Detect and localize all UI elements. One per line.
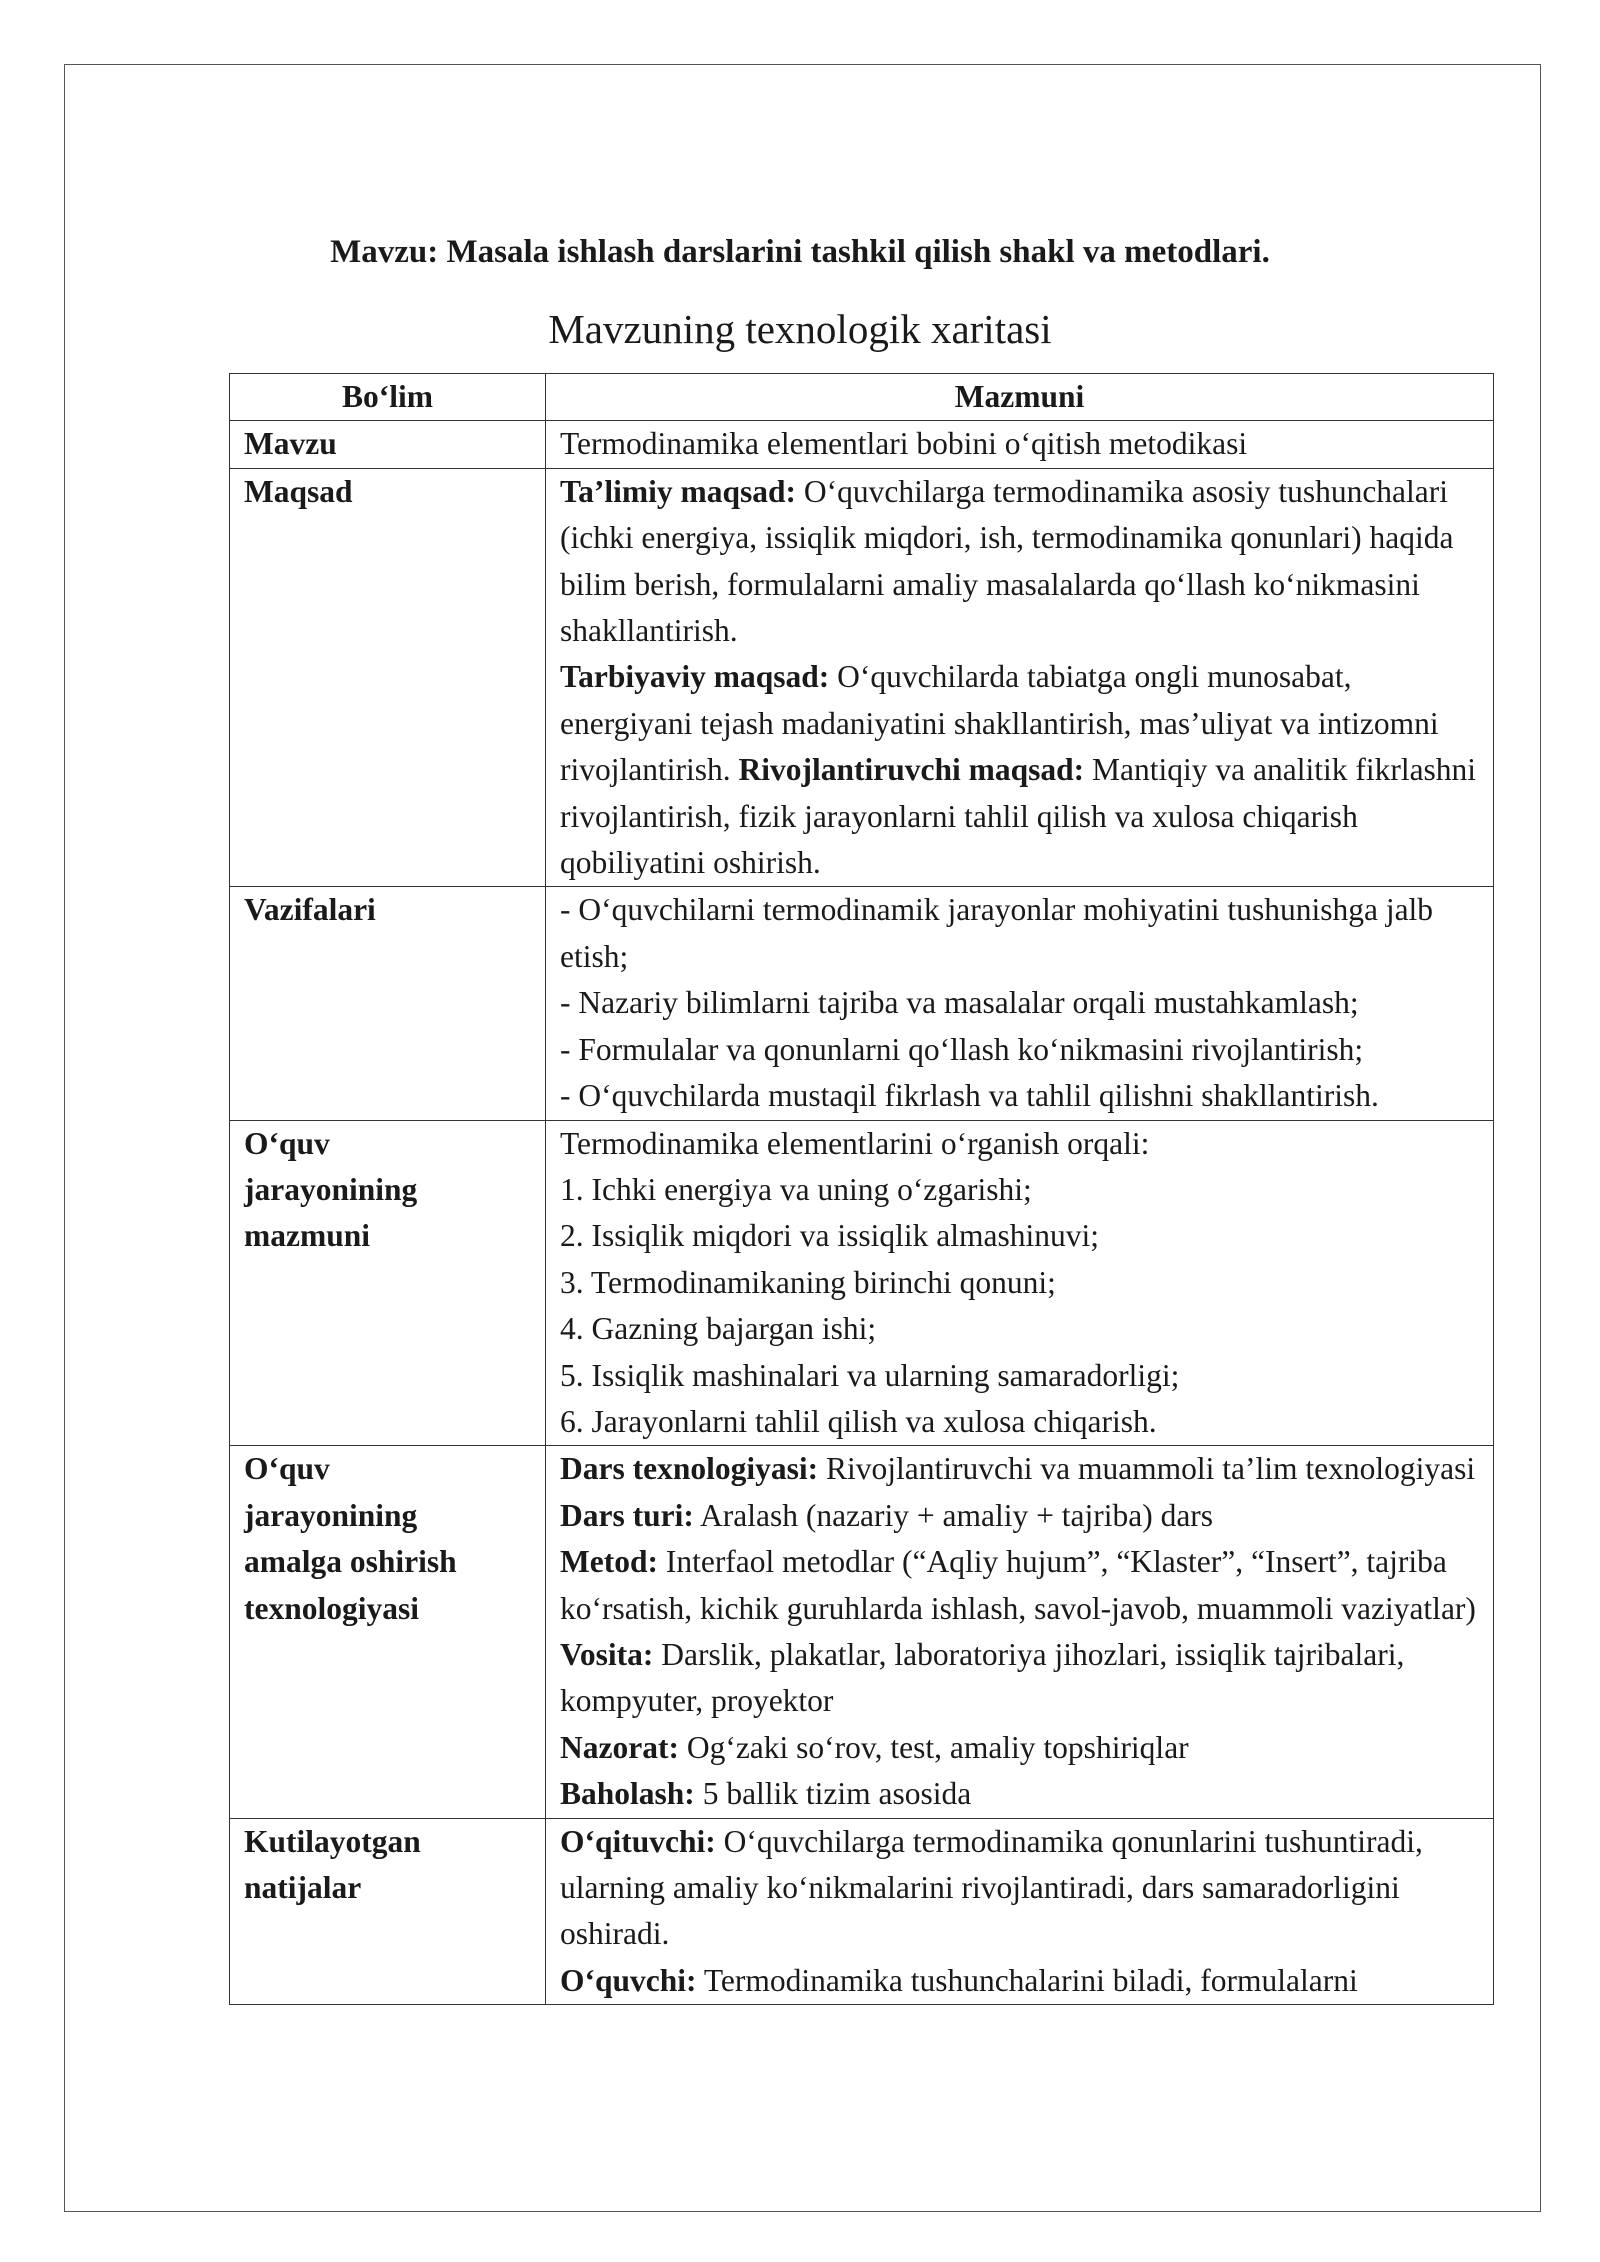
educational-goal-label: Ta’limiy maqsad: — [560, 473, 797, 509]
entry-text: Interfaol metodlar (“Aqliy hujum”, “Klaster”, “Insert”, tajriba ko‘rsatish, kichik guruhlarda ishlash, savol-javob, muammoli vaziyatlar) — [560, 1544, 1476, 1626]
task-item: - O‘quvchilarni termodinamik jarayonlar mohiyatini tushunishga jalb etish; — [560, 892, 1434, 974]
entry-label: O‘quvchi: — [560, 1962, 697, 1998]
table-row — [230, 421, 1494, 468]
entry-text: Darslik, plakatlar, laboratoriya jihozlari, issiqlik tajribalari, kompyuter, proyektor — [560, 1636, 1405, 1719]
entry-text: Rivojlantiruvchi va muammoli ta’lim texnologiyasi — [818, 1451, 1476, 1487]
row-label-natijalar-text: Kutilayotgan natijalar — [244, 1823, 421, 1905]
row-label-texnologiya — [230, 1446, 546, 1818]
technology-entry — [560, 1539, 1479, 1632]
content-item: 5. Issiqlik mashinalari va ularning samaradorligi; — [560, 1357, 1180, 1393]
technology-map-table — [229, 373, 1494, 2005]
row-content-vazifalari — [546, 887, 1494, 1120]
row-content-mavzu: Termodinamika elementlari bobini o‘qitish metodikasi — [546, 421, 1494, 468]
entry-label: Dars texnologiyasi: — [560, 1451, 819, 1487]
row-label-maqsad: Maqsad — [230, 468, 546, 887]
header-content: Mazmuni — [546, 374, 1494, 421]
row-label-natijalar — [230, 1818, 546, 2005]
educational-goal-text: O‘quvchilarga termodinamika asosiy tushunchalari (ichki energiya, issiqlik miqdori, ish, termodinamika qonunlari) haqida bilim berish, formulalarni amaliy masalalarda qo‘llash ko‘nikmasini shakllantirish. — [560, 473, 1454, 649]
table-row — [230, 887, 1494, 1120]
table-row — [230, 1120, 1494, 1446]
upbringing-goal-label: Tarbiyaviy maqsad: — [560, 659, 830, 695]
task-item: - Formulalar va qonunlarni qo‘llash ko‘nikmasini rivojlantirish; — [560, 1031, 1364, 1067]
technology-entry — [560, 1446, 1479, 1492]
row-label-mazmun — [230, 1120, 546, 1446]
document-title: Mavzu: Masala ishlash darslarini tashkil qilish shakl va metodlari. — [330, 234, 1270, 270]
technology-entry — [560, 1493, 1479, 1539]
row-content-mazmun — [546, 1120, 1494, 1446]
header-section: Bo‘lim — [230, 374, 546, 421]
table-row — [230, 1818, 1494, 2005]
task-item: - Nazariy bilimlarni tajriba va masalalar orqali mustahkamlash; — [560, 985, 1359, 1021]
entry-text: Termodinamika tushunchalarini biladi, formulalarni — [696, 1962, 1358, 1998]
entry-text: Aralash (nazariy + amaliy + tajriba) dars — [693, 1497, 1214, 1533]
table-header-row — [230, 374, 1494, 421]
row-content-maqsad — [546, 468, 1494, 887]
entry-label: Vosita: — [560, 1636, 654, 1672]
row-label-vazifalari: Vazifalari — [230, 887, 546, 1120]
entry-text: O‘quvchilarga termodinamika qonunlarini tushuntiradi, ularning amaliy ko‘nikmalarini rivojlantiradi, dars samaradorligini oshiradi. — [560, 1823, 1423, 1952]
content-item: 1. Ichki energiya va uning o‘zgarishi; — [560, 1171, 1032, 1207]
entry-label: Nazorat: — [560, 1729, 679, 1765]
content-intro: Termodinamika elementlarini o‘rganish orqali: — [560, 1125, 1150, 1161]
content-item: 6. Jarayonlarni tahlil qilish va xulosa chiqarish. — [560, 1403, 1157, 1439]
entry-label: Baholash: — [560, 1776, 695, 1812]
content-item: 4. Gazning bajargan ishi; — [560, 1311, 877, 1347]
entry-text: Og‘zaki so‘rov, test, amaliy topshiriqlar — [678, 1729, 1189, 1765]
entry-label: Metod: — [560, 1544, 658, 1580]
technology-entry — [560, 1771, 1479, 1817]
row-label-mazmun-text: O‘quv jarayonining mazmuni — [244, 1125, 418, 1254]
row-content-texnologiya — [546, 1446, 1494, 1818]
technology-entry — [560, 1725, 1479, 1771]
result-entry — [560, 1958, 1479, 2004]
row-content-natijalar — [546, 1818, 1494, 2005]
entry-label: O‘qituvchi: — [560, 1823, 716, 1859]
row-label-texnologiya-text: O‘quv jarayonining amalga oshirish texnologiyasi — [244, 1451, 457, 1626]
content-item: 3. Termodinamikaning birinchi qonuni; — [560, 1264, 1056, 1300]
table-row — [230, 1446, 1494, 1818]
content-item: 2. Issiqlik miqdori va issiqlik almashinuvi; — [560, 1218, 1099, 1254]
technology-entry — [560, 1632, 1479, 1725]
task-item: - O‘quvchilarda mustaqil fikrlash va tahlil qilishni shakllantirish. — [560, 1078, 1379, 1114]
developmental-goal-text: Mantiqiy va analitik fikrlashni rivojlantirish, fizik jarayonlarni tahlil qilish va xulosa chiqarish qobiliyatini oshirish. — [560, 752, 1477, 881]
result-entry — [560, 1819, 1479, 1958]
entry-label: Dars turi: — [560, 1497, 694, 1533]
row-label-mavzu: Mavzu — [230, 421, 546, 468]
entry-text: 5 ballik tizim asosida — [694, 1776, 972, 1812]
table-row — [230, 468, 1494, 887]
developmental-goal-label: Rivojlantiruvchi maqsad: — [738, 752, 1085, 788]
document-subtitle: Mavzuning texnologik xaritasi — [548, 306, 1052, 352]
upbringing-goal-text: O‘quvchilarda tabiatga ongli munosabat, energiyani tejash madaniyatini shakllantirish, mas’uliyat va intizomni rivojlantirish. — [560, 659, 1439, 788]
